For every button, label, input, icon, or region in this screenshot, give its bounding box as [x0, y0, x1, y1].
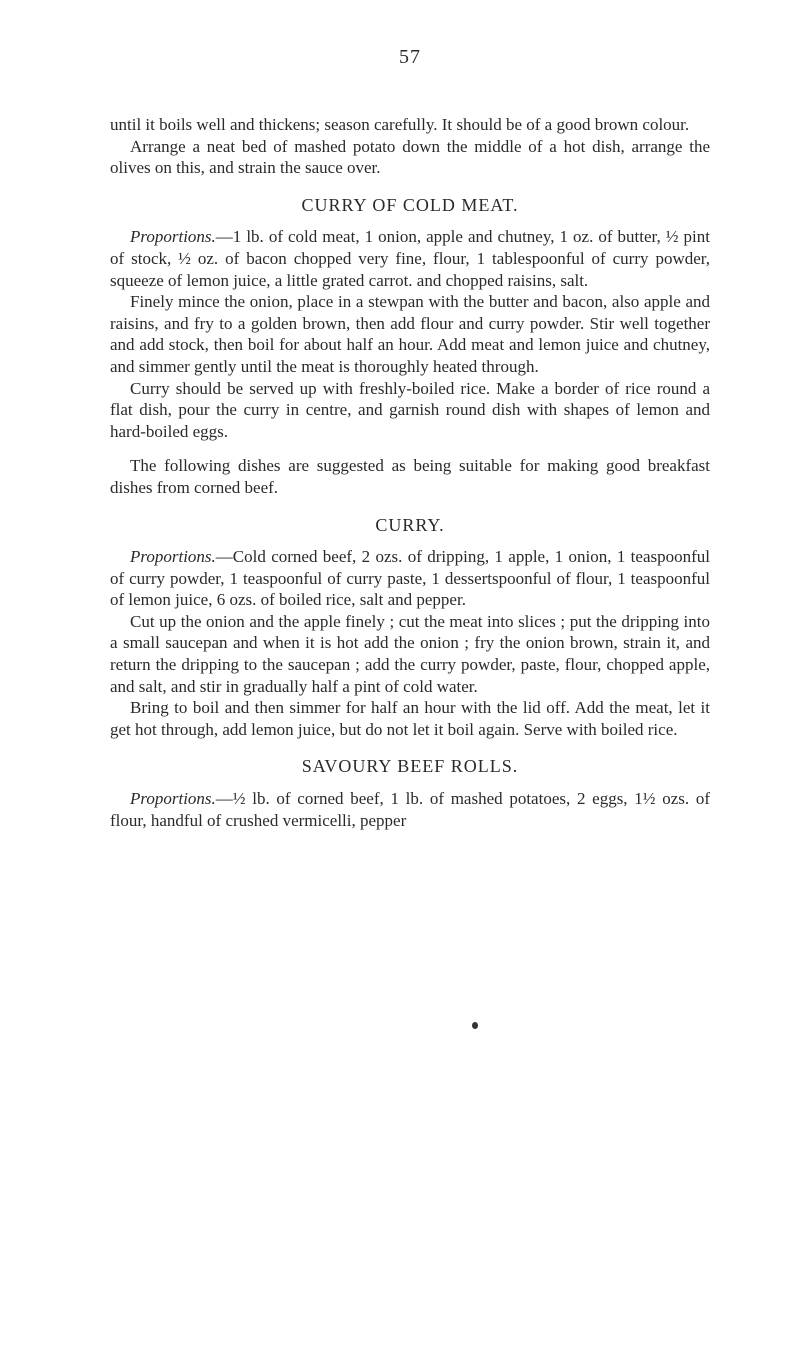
heading-curry: CURRY. [375, 514, 445, 535]
paragraph-proportions-curry [110, 546, 710, 611]
proportions-label: Proportions. [130, 789, 216, 809]
page-body [110, 114, 710, 831]
ink-dot-mark [472, 1022, 478, 1029]
paragraph-method-curry-2: Bring to boil and then simmer for half an hour with the lid off. Add the meat, let it get hot through, add lemon juice, but do not let it boil again. Serve with boiled rice. [110, 698, 710, 739]
paragraph-corned-beef-intro: The following dishes are suggested as being suitable for making good breakfast dishes from corned beef. [110, 456, 710, 497]
paragraph-arrange: Arrange a neat bed of mashed potato down the middle of a hot dish, arrange the olives on this, and strain the sauce over. [110, 136, 710, 178]
proportions-text: —Cold corned beef, 2 ozs. of dripping, 1 apple, 1 onion, 1 teaspoonful of curry powder, 1 teaspoonful of curry paste, 1 dessertspoonful of flour, 1 teaspoonful of lemon juice, 6 ozs. of boiled rice, salt and pepper. [110, 547, 710, 610]
heading-curry-of-cold-meat: CURRY OF COLD MEAT. [301, 194, 519, 215]
paragraph-method-cold-meat-1: Finely mince the onion, place in a stewpan with the butter and bacon, also apple and raisins, and fry to a golden brown, then add flour and curry powder. Stir well together and add stock, then boil for about half an hour. Add meat and lemon juice and chutney, and simmer gently until the meat is thoroughly heated through. [110, 292, 710, 376]
proportions-text: —1 lb. of cold meat, 1 onion, apple and chutney, 1 oz. of butter, ½ pint of stock, ½ oz. of bacon chopped very fine, flour, 1 tablespoonful of curry powder, squeeze of lemon juice, a little grated carrot. and chopped raisins, salt. [110, 227, 710, 290]
book-page [110, 0, 710, 1357]
paragraph-method-cold-meat-2: Curry should be served up with freshly-boiled rice. Make a border of rice round a flat dish, pour the curry in centre, and garnish round dish with shapes of lemon and hard-boiled eggs. [110, 378, 710, 441]
paragraph-method-curry-1: Cut up the onion and the apple finely ; cut the meat into slices ; put the dripping into a small saucepan and when it is hot add the onion ; fry the onion brown, strain it, and return the dripping to the saucepan ; add the curry powder, paste, flour, chopped apple, and salt, and stir in gradually half a pint of cold water. [110, 611, 710, 696]
proportions-text: —½ lb. of corned beef, 1 lb. of mashed potatoes, 2 eggs, 1½ ozs. of flour, handful of crushed vermicelli, pepper [110, 789, 710, 830]
page-number: 57 [399, 46, 421, 68]
proportions-label: Proportions. [130, 547, 216, 567]
paragraph-proportions-cold-meat [110, 226, 710, 291]
paragraph-proportions-rolls [110, 788, 710, 831]
heading-savoury-beef-rolls: SAVOURY BEEF ROLLS. [301, 756, 519, 777]
paragraph-continuation: until it boils well and thickens; season carefully. It should be of a good brown colour. [110, 115, 690, 134]
proportions-label: Proportions. [130, 227, 216, 247]
